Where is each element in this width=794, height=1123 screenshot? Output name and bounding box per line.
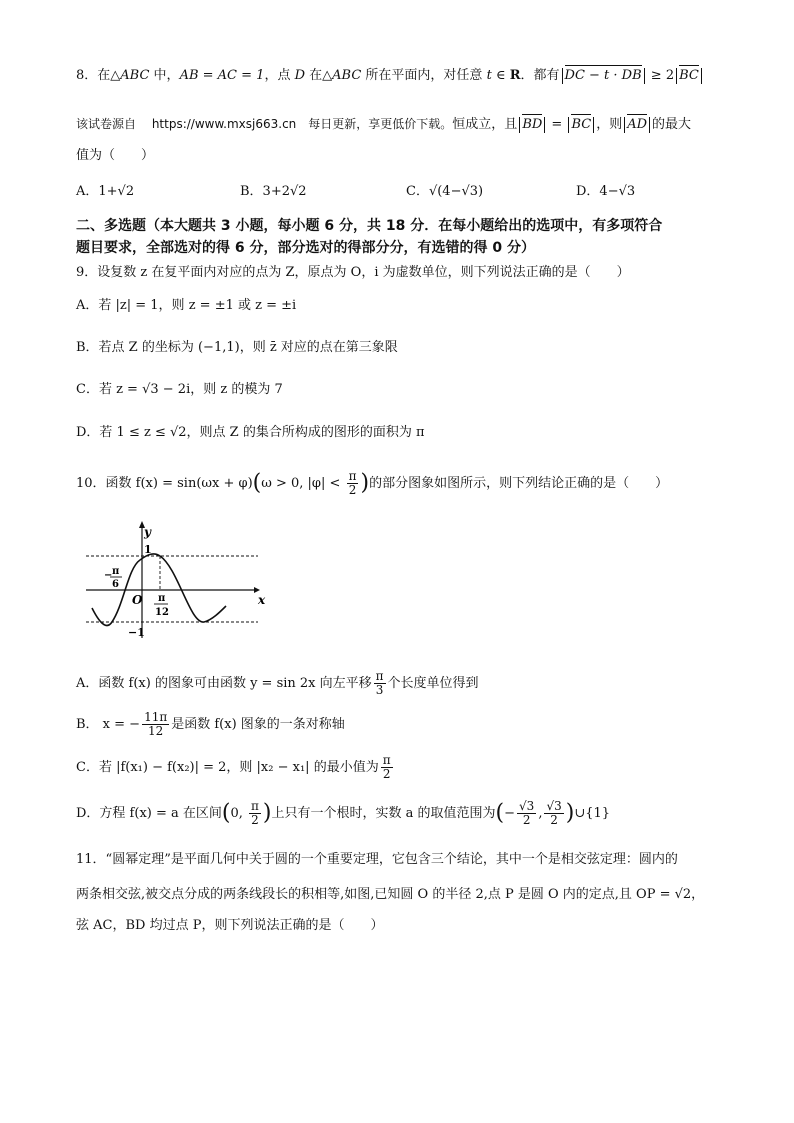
q10-text: 10．函数 f(x) = sin(ωx + φ) [76,476,253,491]
q10-text: B． x = − [76,717,141,732]
vector-norm [562,68,645,84]
q9-option-a: A．若 |z| = 1，则 z = ±1 或 z = ±i [76,298,297,313]
q10-text: D．方程 f(x) = a 在区间 [76,806,222,821]
q10-option-c [76,754,395,781]
q10-stem: 10．函数 f(x) = sin(ωx + φ)(ω > 0, |φ| < $\frac{\pi}{2}$ )的部分图象如图所示，则下列结论正确的是（ ） [76,469,669,497]
vector-norm [568,117,594,133]
tick-pi12-num: π [158,593,166,604]
q10-text: A．函数 f(x) 的图象可由函数 y = sin 2x 向左平移 [76,676,372,691]
vec-db: DB [621,68,642,83]
q10-text: C．若 |f(x₁) − f(x₂)| = 2，则 |x₂ − x₁| 的最小值为 [76,760,379,775]
origin-label: O [132,593,143,607]
vector-norm [676,68,702,84]
tick-neg-pi6-minus: − [104,570,113,581]
q8-text: = [547,117,567,132]
q11-line1: 11．“圆幂定理”是平面几何中关于圆的一个重要定理，它包含三个结论，其中一个是相交弦定理：圆内的 [76,852,678,867]
q8-text: 的最大 [652,117,692,132]
q8-option-a: A．1+√2 [76,184,135,199]
q8-text: 所在平面内，对任意 [361,68,487,83]
q10-option-b [76,711,345,738]
tick-neg-pi6-num: π [112,566,120,577]
tick-neg-one: −1 [128,626,145,639]
q8-text: 中， [149,68,180,83]
q8-text: ．都有 [520,68,560,83]
q9-option-d: D．若 1 ≤ z ≤ √2，则点 Z 的集合所构成的图形的面积为 π [76,425,425,440]
tick-pi12-den: 12 [155,607,169,618]
q8-text: ≥ 2 [646,68,675,83]
sine-graph [82,518,264,642]
q10-text: 0, [230,806,248,821]
x-label: x [258,593,266,607]
vector-norm [519,117,545,133]
y-label: y [144,525,151,539]
q9-option-b: B．若点 Z 的坐标为 (−1,1)，则 z̄ 对应的点在第三象限 [76,340,398,355]
tick-neg-pi6-den: 6 [112,579,119,590]
q10-text: 上只有一个根时，实数 a 的取值范围为 [271,806,496,821]
q8-text: AB = AC = 1 [179,68,265,83]
fraction: $\frac{\pi}{3}$ [375,669,384,697]
q8-text: ，则 [596,117,623,132]
q10-option-a [76,670,479,697]
q8-text: ABC [120,68,150,83]
q8-option-c: C．√(4−√3) [406,184,484,199]
vector-norm [624,117,650,133]
vec-dc: DC [564,68,585,83]
q8-line2 [76,114,691,135]
fraction: $\frac{11\pi}{12}$ [144,710,168,738]
fraction: $\frac{\pi}{2}$ [382,753,391,781]
q8-line1 [76,66,704,86]
q8-text: 8．在△ [76,68,121,83]
q8-text: R [509,68,521,83]
q8-line3: 值为（ ） [76,148,155,163]
q10-option-d: D．方程 f(x) = a 在区间(0, $\frac{\pi}{2}$ )上只有一个根时，实数 a 的取值范围为(− $\frac{√3}{2}$ , $\frac{√3}{2}$ )∪{1} [76,799,611,827]
q8-option-b: B．3+2√2 [240,184,307,199]
q8-text: ，点 [264,68,295,83]
q8-text: 恒成立，且 [452,117,518,132]
fraction: $\frac{√3}{2}$ [519,799,535,827]
sine-graph-figure [82,518,264,642]
q8-text: D [294,68,306,83]
q10-text: ω > 0, |φ| < [261,476,345,491]
q11-line3: 弦 AC，BD 均过点 P，则下列说法正确的是（ ） [76,918,384,933]
q10-text: 的部分图象如图所示，则下列结论正确的是（ ） [369,476,669,491]
q8-options [76,182,736,202]
q8-text: t ∈ [486,68,510,83]
tick-one: 1 [144,543,152,556]
vec-bc: BC [571,117,592,132]
q8-text: − t · [584,68,622,83]
vec-bd: BD [522,117,543,132]
q10-text: 是函数 f(x) 图象的一条对称轴 [171,717,345,732]
fraction: $\frac{\pi}{2}$ [251,799,259,827]
q8-text: ABC [332,68,362,83]
q8-option-d: D．4−√3 [576,184,636,199]
q10-text: 个长度单位得到 [387,676,479,691]
q10-text: , [538,806,543,821]
q8-text: 在△ [305,68,333,83]
q11-line2: 两条相交弦,被交点分成的两条线段长的积相等,如图,已知圆 O 的半径 2,点 P 是圆 O 内的定点,且 OP = √2， [76,887,705,902]
fraction: $\frac{√3}{2}$ [546,799,562,827]
q9-option-c: C．若 z = √3 − 2i，则 z 的模为 7 [76,382,283,397]
q9-stem: 9．设复数 z 在复平面内对应的点为 Z，原点为 O，i 为虚数单位，则下列说法正确的是（ ） [76,265,630,280]
q10-text: − [504,806,516,821]
q10-text: ∪{1} [574,806,611,821]
section-heading: 题目要求，全部选对的得 6 分，部分选对的得部分分，有选错的得 0 分） [76,240,535,256]
section-heading: 二、多选题（本大题共 3 小题，每小题 6 分，共 18 分．在每小题给出的选项中，有多项符合 [76,218,663,234]
watermark-text: 该试卷源自 https://www.mxsj663.cn 每日更新，享更低价下载。 [76,117,453,131]
vec-bc: BC [679,68,699,83]
vec-ad: AD [627,117,648,132]
fraction: $\frac{\pi}{2}$ [348,469,357,497]
